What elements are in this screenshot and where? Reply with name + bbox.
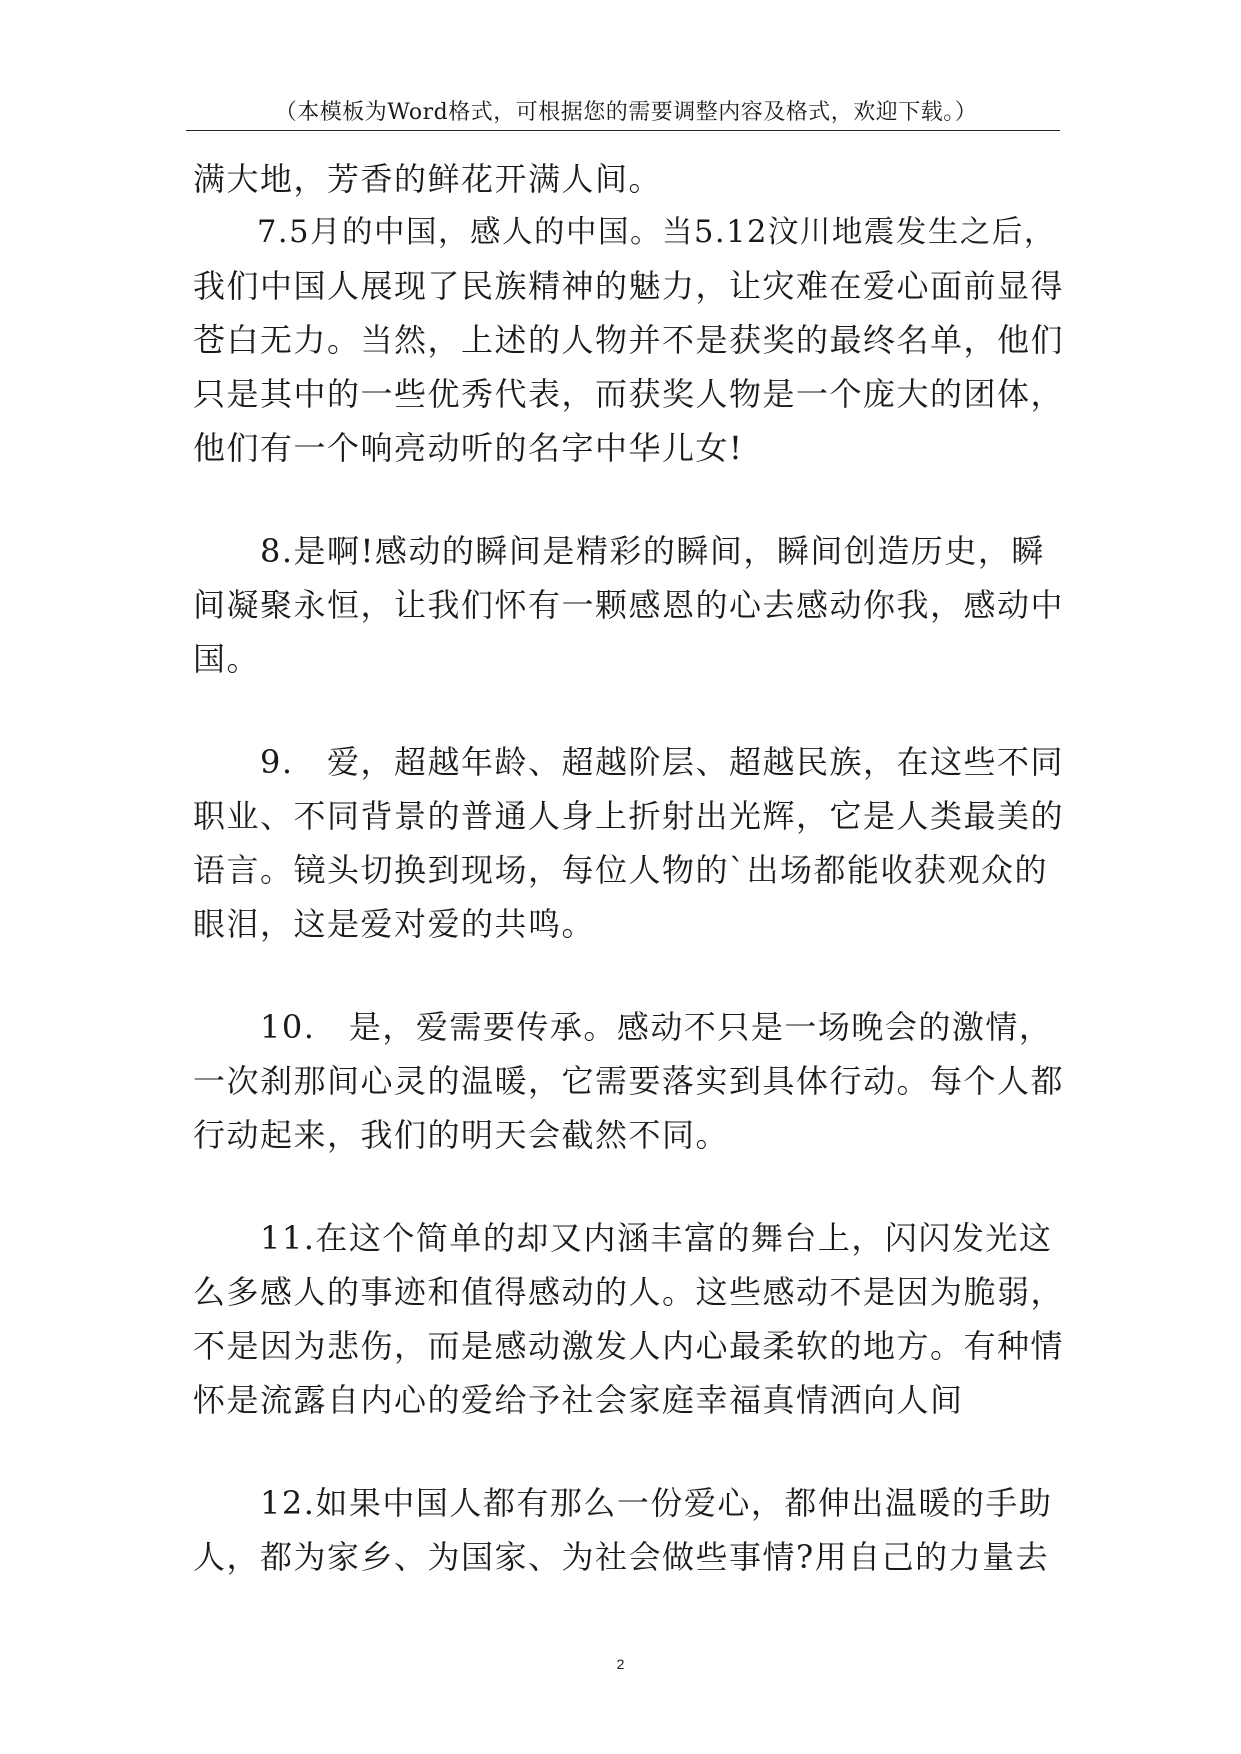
text-line: 怀是流露自内心的爱给予社会家庭幸福真情洒向人间: [193, 1381, 964, 1419]
text-line: 眼泪，这是爱对爱的共鸣。: [193, 905, 596, 943]
page-header: （本模板为Word格式，可根据您的需要调整内容及格式，欢迎下载。）: [274, 100, 978, 125]
text-line: 11.在这个简单的却又内涵丰富的舞台上，闪闪发光这: [193, 1219, 1053, 1257]
header-divider: [186, 130, 1060, 131]
text-line: 职业、不同背景的普通人身上折射出光辉，它是人类最美的: [193, 797, 1065, 835]
text-line: 满大地，芳香的鲜花开满人间。: [193, 160, 663, 198]
text-line: 人，都为家乡、为国家、为社会做些事情?用自己的力量去: [193, 1538, 1050, 1576]
text-line: 不是因为悲伤，而是感动激发人内心最柔软的地方。有种情: [193, 1327, 1065, 1365]
text-line: 他们有一个响亮动听的名字中华儿女!: [193, 429, 744, 467]
text-line: 12.如果中国人都有那么一份爱心，都伸出温暖的手助: [193, 1484, 1053, 1522]
text-line: 8.是啊!感动的瞬间是精彩的瞬间，瞬间创造历史，瞬: [193, 532, 1045, 570]
text-line: 苍白无力。当然，上述的人物并不是获奖的最终名单，他们: [193, 321, 1065, 359]
text-line: 我们中国人展现了民族精神的魅力，让灾难在爱心面前显得: [193, 267, 1065, 305]
text-line: 9. 爱，超越年龄、超越阶层、超越民族，在这些不同: [193, 743, 1065, 781]
text-line: 么多感人的事迹和值得感动的人。这些感动不是因为脆弱，: [193, 1273, 1065, 1311]
text-line: 一次刹那间心灵的温暖，它需要落实到具体行动。每个人都: [193, 1062, 1065, 1100]
text-line: 语言。镜头切换到现场，每位人物的`出场都能收获观众的: [193, 851, 1049, 889]
text-line: 只是其中的一些优秀代表，而获奖人物是一个庞大的团体，: [193, 375, 1065, 413]
text-line: 国。: [193, 640, 261, 678]
text-line: 间凝聚永恒，让我们怀有一颗感恩的心去感动你我，感动中: [193, 586, 1065, 624]
text-line: 10. 是，爱需要传承。感动不只是一场晚会的激情，: [193, 1008, 1053, 1046]
page-number: 2: [616, 1656, 625, 1672]
text-line: 7.5月的中国，感人的中国。当5.12汶川地震发生之后，: [193, 215, 1056, 250]
text-line: 行动起来，我们的明天会截然不同。: [193, 1116, 730, 1154]
